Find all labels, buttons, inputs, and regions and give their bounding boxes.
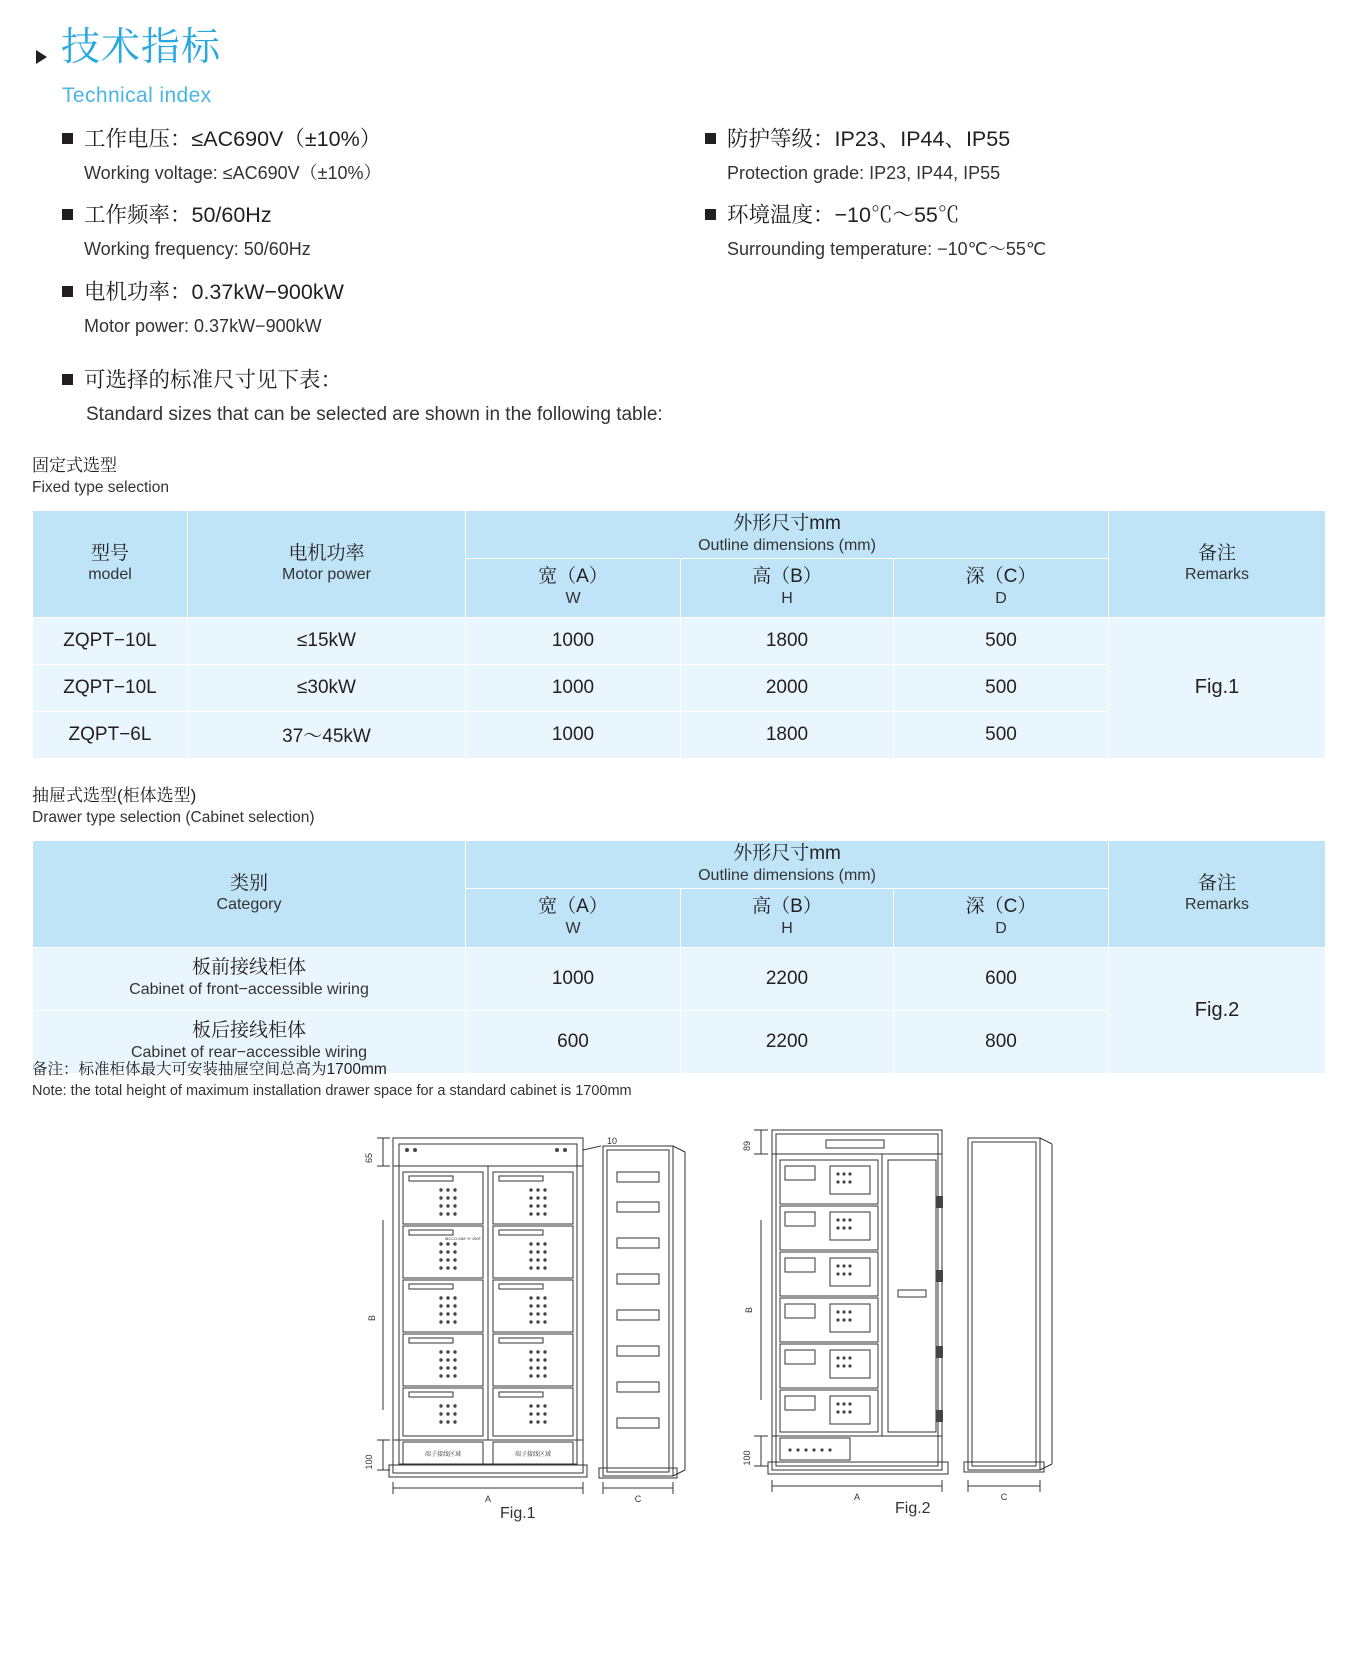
cell-category-en: Cabinet of front−accessible wiring (129, 981, 369, 999)
table1-caption-en: Fixed type selection (32, 478, 169, 496)
dim-C: C (634, 1494, 642, 1504)
cell-depth: 500 (894, 664, 1109, 711)
page-title (36, 28, 221, 67)
cell-width: 1000 (466, 947, 681, 1010)
title-english: Technical index (62, 84, 212, 107)
th-height-cn: 高（B） (752, 566, 822, 588)
cell-depth: 800 (894, 1010, 1109, 1073)
cell-height: 2200 (681, 1010, 894, 1073)
cell-power: ≤30kW (188, 664, 466, 711)
th-depth-en: D (995, 920, 1007, 938)
fixed-type-table (32, 510, 1326, 759)
fig2-drawing (730, 1110, 1090, 1510)
table-header-row (33, 841, 1326, 889)
dim-100: 100 (364, 1454, 374, 1470)
th-power-en: Motor power (282, 566, 371, 584)
spec-label-en: Surrounding temperature: −10℃～55℃ (727, 239, 1047, 260)
terminal-zone-left: 端子接线区域 (424, 1452, 462, 1458)
th-remarks-cn: 备注 (1198, 542, 1237, 564)
th-model-en: model (88, 566, 132, 584)
th-width (466, 558, 681, 617)
cell-model: ZQPT−10L (33, 617, 188, 664)
table1-caption (32, 455, 169, 499)
cell-width: 1000 (466, 711, 681, 758)
cell-width: 1000 (466, 617, 681, 664)
fig1-drawing (345, 1110, 715, 1510)
cell-model: ZQPT−6L (33, 711, 188, 758)
spec-label-en: Standard sizes that can be selected are shown in the following table: (86, 404, 663, 426)
spec-column-left (62, 125, 702, 444)
th-model-cn: 型号 (90, 542, 129, 564)
table2-caption-cn: 抽屉式选型(柜体选型) (32, 786, 197, 805)
th-width-en: W (565, 590, 581, 608)
th-height-cn: 高（B） (752, 896, 822, 918)
dim-65: 65 (364, 1152, 374, 1164)
th-category-cn: 类别 (229, 872, 268, 894)
th-category (33, 841, 466, 948)
dim-B: B (367, 1314, 377, 1322)
th-outline-en: Outline dimensions (mm) (698, 536, 876, 554)
spec-label-en: Working voltage: ≤AC690V（±10%） (84, 163, 382, 184)
cell-height: 1800 (681, 617, 894, 664)
drawer-micro-label: MCCG MM−3−150F (444, 1236, 482, 1241)
th-height-en: H (781, 920, 793, 938)
triangle-bullet-icon (36, 50, 47, 64)
square-bullet-icon (705, 209, 716, 220)
square-bullet-icon (62, 133, 73, 144)
spec-label-cn: 防护等级：IP23、IP44、IP55 (727, 127, 1011, 151)
dim-A: A (853, 1492, 861, 1502)
fig2-label: Fig.2 (895, 1500, 931, 1517)
table-note (32, 1058, 632, 1103)
cell-remark-fig1: Fig.1 (1109, 617, 1326, 758)
th-remarks-en: Remarks (1185, 896, 1250, 914)
spec-standard-sizes-note (62, 366, 702, 428)
th-width-cn: 宽（A） (538, 896, 608, 918)
cell-category-en: Cabinet of rear−accessible wiring (130, 1044, 368, 1062)
dim-B: B (744, 1306, 754, 1314)
title-chinese: 技术指标 (61, 26, 222, 69)
table-header-row (33, 511, 1326, 559)
th-remarks-cn: 备注 (1198, 872, 1237, 894)
th-remarks (1109, 841, 1326, 948)
cell-category-cn: 板前接线柜体 (191, 957, 306, 979)
square-bullet-icon (705, 133, 716, 144)
square-bullet-icon (62, 286, 73, 297)
technical-drawings (0, 1100, 1357, 1540)
dim-C: C (1000, 1492, 1008, 1502)
table1-caption-cn: 固定式选型 (32, 456, 117, 475)
th-motor-power (188, 511, 466, 618)
th-depth (894, 558, 1109, 617)
th-category-en: Category (216, 896, 282, 914)
th-depth (894, 888, 1109, 947)
cell-height: 1800 (681, 711, 894, 758)
cell-power: ≤15kW (188, 617, 466, 664)
th-depth-cn: 深（C） (965, 566, 1037, 588)
spec-label-en: Protection grade: IP23, IP44, IP55 (727, 163, 1001, 184)
table-row (33, 617, 1326, 664)
th-depth-en: D (995, 590, 1007, 608)
th-remarks (1109, 511, 1326, 618)
spec-working-voltage (62, 125, 702, 185)
th-outline-dimensions (466, 841, 1109, 889)
cell-width: 600 (466, 1010, 681, 1073)
spec-label-cn: 工作电压：≤AC690V（±10%） (84, 127, 382, 151)
th-height (681, 558, 894, 617)
th-outline-dimensions (466, 511, 1109, 559)
cell-remark-fig2: Fig.2 (1109, 947, 1326, 1073)
cell-category (33, 947, 466, 1010)
dim-89: 89 (742, 1140, 752, 1152)
cell-category-cn: 板后接线柜体 (191, 1020, 306, 1042)
drawer-type-table (32, 840, 1326, 1074)
th-remarks-en: Remarks (1185, 566, 1250, 584)
spec-label-cn: 可选择的标准尺寸见下表： (84, 368, 343, 393)
th-width-en: W (565, 920, 581, 938)
th-model (33, 511, 188, 618)
cell-depth: 500 (894, 711, 1109, 758)
dim-A: A (484, 1494, 492, 1504)
cell-height: 2000 (681, 664, 894, 711)
th-height (681, 888, 894, 947)
th-outline-en: Outline dimensions (mm) (698, 866, 876, 884)
spec-protection-grade (705, 125, 1345, 185)
cell-depth: 600 (894, 947, 1109, 1010)
cell-depth: 500 (894, 617, 1109, 664)
spec-surrounding-temperature (705, 201, 1345, 261)
fig1-label: Fig.1 (500, 1505, 536, 1522)
table-row (33, 947, 1326, 1010)
table2-caption-en: Drawer type selection (Cabinet selection) (32, 808, 315, 826)
spec-motor-power (62, 278, 702, 338)
spec-label-en: Working frequency: 50/60Hz (84, 239, 311, 260)
table-note-cn: 备注：标准柜体最大可安装抽屉空间总高为1700mm (32, 1061, 387, 1078)
th-outline-cn: 外形尺寸mm (733, 513, 841, 534)
dim-100: 100 (742, 1450, 752, 1466)
th-width (466, 888, 681, 947)
dim-10: 10 (607, 1136, 618, 1146)
table-note-en: Note: the total height of maximum installation drawer space for a standard cabinet is 1700mm (32, 1083, 632, 1100)
th-height-en: H (781, 590, 793, 608)
th-width-cn: 宽（A） (538, 566, 608, 588)
th-depth-cn: 深（C） (965, 896, 1037, 918)
th-outline-cn: 外形尺寸mm (733, 843, 841, 864)
square-bullet-icon (62, 374, 73, 385)
spec-working-frequency (62, 201, 702, 261)
spec-label-cn: 环境温度：−10℃～55℃ (727, 203, 960, 228)
spec-label-en: Motor power: 0.37kW−900kW (84, 315, 322, 336)
table2-caption (32, 785, 315, 829)
spec-label-cn: 工作频率：50/60Hz (84, 203, 272, 228)
cell-power: 37～45kW (188, 711, 466, 758)
th-power-cn: 电机功率 (288, 542, 365, 564)
terminal-zone-right: 端子接线区域 (514, 1452, 552, 1458)
spec-column-right (705, 125, 1345, 278)
spec-label-cn: 电机功率：0.37kW−900kW (84, 279, 344, 304)
cell-height: 2200 (681, 947, 894, 1010)
cell-width: 1000 (466, 664, 681, 711)
square-bullet-icon (62, 209, 73, 220)
cell-model: ZQPT−10L (33, 664, 188, 711)
